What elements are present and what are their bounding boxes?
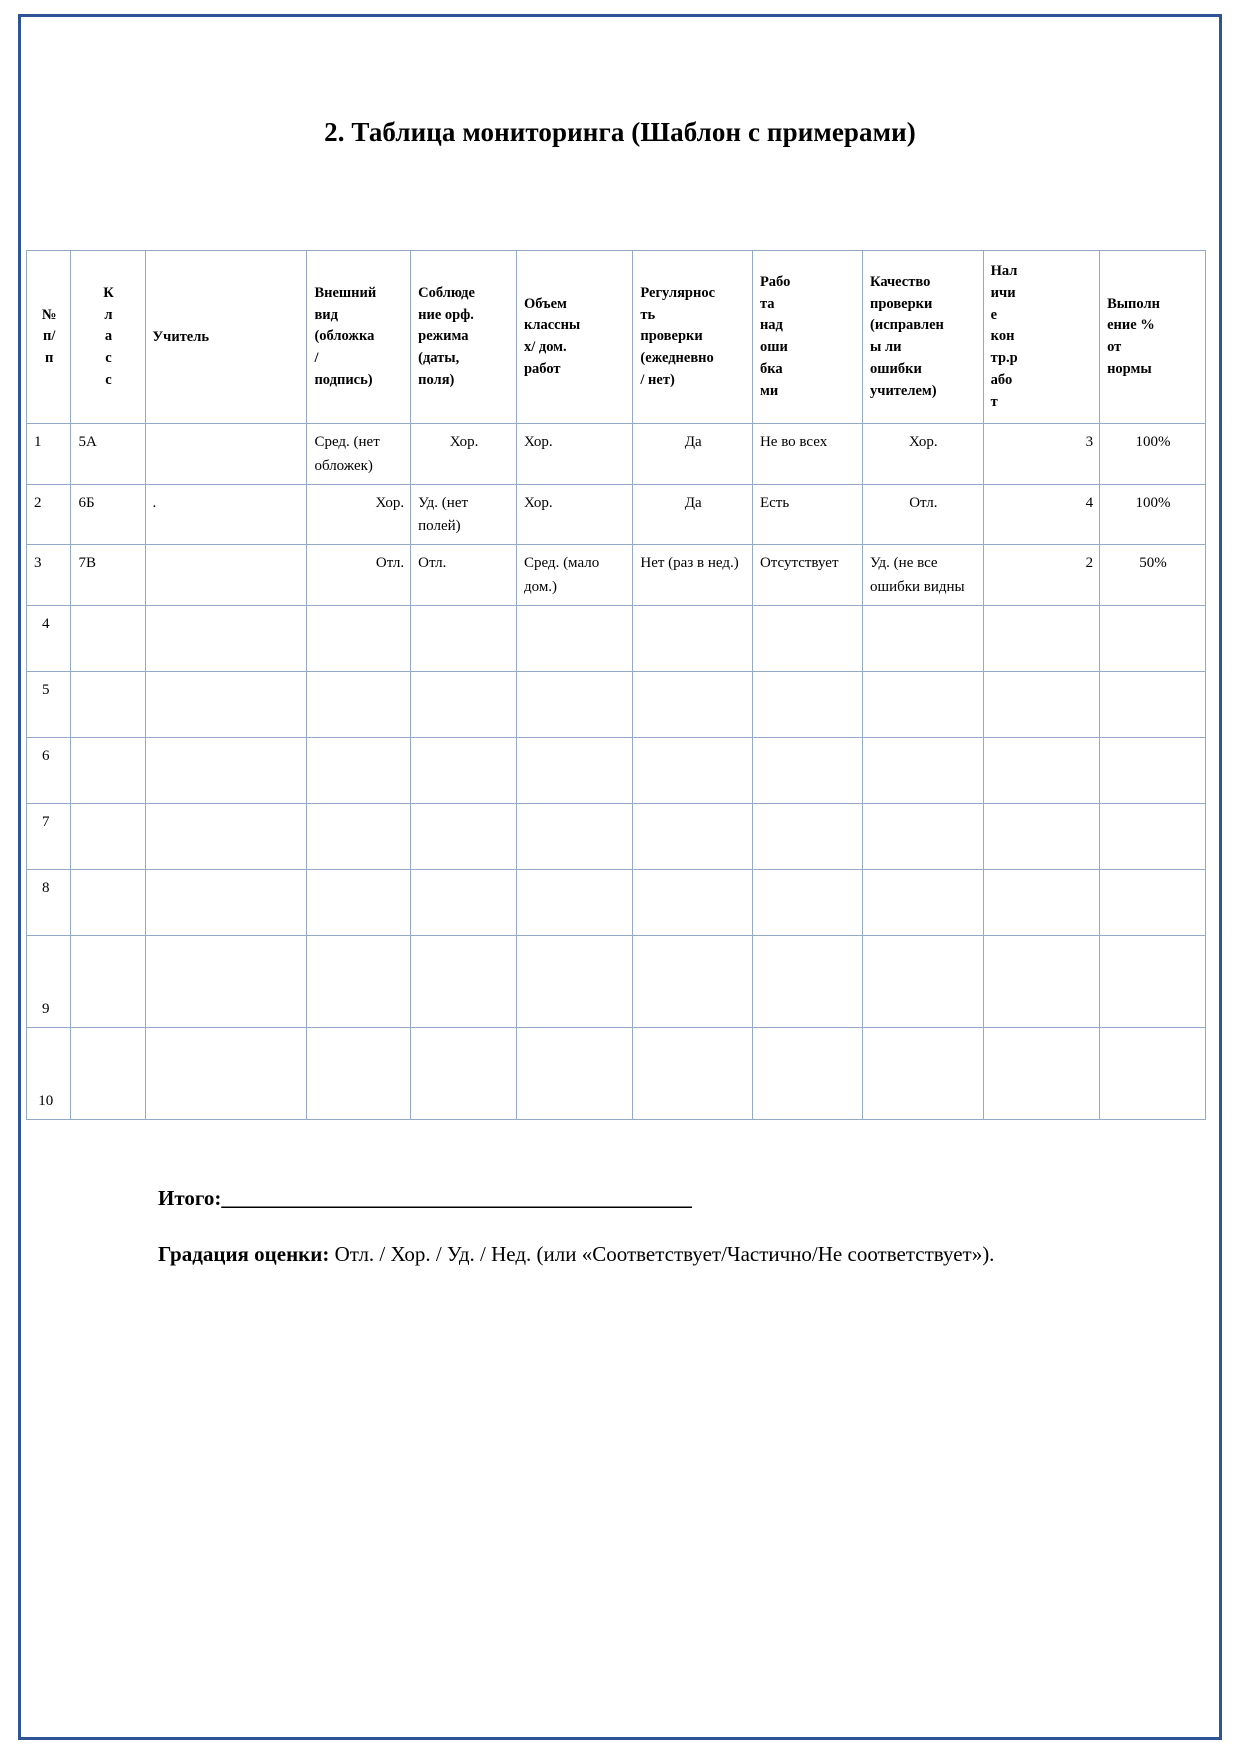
column-header-regularity xyxy=(633,251,753,424)
cell-class[interactable]: 5А xyxy=(71,424,145,485)
header-line: с xyxy=(105,350,112,366)
header-line: кон xyxy=(990,328,1015,345)
header-line: тр.р xyxy=(990,350,1018,366)
table-row xyxy=(27,1027,1206,1119)
cell-quality[interactable]: Хор. xyxy=(863,424,984,485)
cell-volume[interactable] xyxy=(516,671,632,737)
table-row xyxy=(27,545,1206,606)
cell-class[interactable] xyxy=(71,935,145,1027)
column-header-control-works xyxy=(983,251,1099,424)
header-line: подпись) xyxy=(314,371,373,388)
cell-control-works[interactable] xyxy=(983,671,1099,737)
cell-percent[interactable] xyxy=(1100,671,1206,737)
header-line: ы ли xyxy=(870,339,902,356)
cell-error-work[interactable]: Есть xyxy=(752,484,862,545)
header-line: учителем) xyxy=(870,382,937,399)
cell-quality[interactable] xyxy=(863,803,984,869)
column-header-quality xyxy=(863,251,984,424)
cell-number: 7 xyxy=(27,803,71,869)
header-line: п/ xyxy=(43,328,56,345)
cell-appearance[interactable] xyxy=(307,605,411,671)
table-row xyxy=(27,424,1206,485)
cell-error-work[interactable]: Отсутствует xyxy=(752,545,862,606)
header-line: т xyxy=(990,393,998,410)
cell-class[interactable] xyxy=(71,605,145,671)
cell-ortho[interactable] xyxy=(411,671,517,737)
cell-regularity[interactable]: Да xyxy=(633,484,753,545)
total-line xyxy=(158,1186,1214,1211)
cell-quality[interactable] xyxy=(863,935,984,1027)
cell-error-work[interactable] xyxy=(752,935,862,1027)
header-line: Соблюде xyxy=(418,284,475,301)
column-header-error-work xyxy=(752,251,862,424)
cell-ortho[interactable]: Хор. xyxy=(411,424,517,485)
cell-ortho[interactable] xyxy=(411,803,517,869)
table-row xyxy=(27,671,1206,737)
cell-class[interactable] xyxy=(71,737,145,803)
header-line: (ежедневно xyxy=(640,350,714,366)
cell-error-work[interactable] xyxy=(752,737,862,803)
cell-number: 5 xyxy=(27,671,71,737)
header-line: нормы xyxy=(1107,360,1152,377)
cell-control-works[interactable] xyxy=(983,605,1099,671)
cell-control-works[interactable] xyxy=(983,803,1099,869)
cell-appearance[interactable]: Сред. (нет обложек) xyxy=(307,424,411,485)
cell-appearance[interactable]: Отл. xyxy=(307,545,411,606)
header-line: е xyxy=(990,306,998,323)
cell-percent[interactable] xyxy=(1100,935,1206,1027)
column-header-class xyxy=(71,251,145,424)
cell-teacher[interactable] xyxy=(145,803,307,869)
cell-number: 2 xyxy=(27,484,71,545)
cell-teacher[interactable] xyxy=(145,545,307,606)
column-header-teacher: Учитель xyxy=(145,251,307,424)
cell-volume[interactable] xyxy=(516,605,632,671)
cell-teacher[interactable]: . xyxy=(145,484,307,545)
header-line: от xyxy=(1107,339,1122,356)
cell-appearance[interactable] xyxy=(307,737,411,803)
cell-volume[interactable]: Хор. xyxy=(516,484,632,545)
table-header xyxy=(27,251,1206,424)
cell-control-works[interactable] xyxy=(983,737,1099,803)
cell-quality[interactable] xyxy=(863,671,984,737)
cell-quality[interactable] xyxy=(863,869,984,935)
table-row xyxy=(27,605,1206,671)
cell-regularity[interactable] xyxy=(633,737,753,803)
cell-ortho[interactable] xyxy=(411,737,517,803)
header-line: классны xyxy=(523,317,581,334)
table-body xyxy=(27,424,1206,1120)
header-line: Качество xyxy=(870,273,931,290)
header-line: поля) xyxy=(418,371,455,388)
cell-regularity[interactable] xyxy=(633,1027,753,1119)
cell-percent[interactable] xyxy=(1100,1027,1206,1119)
cell-quality[interactable] xyxy=(863,1027,984,1119)
header-line: ичи xyxy=(990,284,1016,301)
column-header-appearance xyxy=(307,251,411,424)
header-line: л xyxy=(104,306,113,323)
cell-class[interactable] xyxy=(71,671,145,737)
column-header-percent xyxy=(1100,251,1206,424)
table-row xyxy=(27,737,1206,803)
cell-number: 3 xyxy=(27,545,71,606)
header-line: Внешний xyxy=(314,284,377,301)
gradation-label: Градация оценки: xyxy=(158,1241,330,1266)
cell-ortho[interactable]: Отл. xyxy=(411,545,517,606)
table-row xyxy=(27,869,1206,935)
header-line: ошибки xyxy=(870,360,922,377)
cell-number: 4 xyxy=(27,605,71,671)
cell-percent[interactable]: 100% xyxy=(1100,424,1206,485)
cell-error-work[interactable]: Не во всех xyxy=(752,424,862,485)
cell-number: 10 xyxy=(27,1027,71,1119)
cell-teacher[interactable] xyxy=(145,424,307,485)
cell-control-works[interactable]: 3 xyxy=(983,424,1099,485)
cell-volume[interactable]: Хор. xyxy=(516,424,632,485)
cell-control-works[interactable]: 4 xyxy=(983,484,1099,545)
cell-teacher[interactable] xyxy=(145,737,307,803)
table-row xyxy=(27,484,1206,545)
cell-volume[interactable] xyxy=(516,869,632,935)
header-line: ть xyxy=(640,306,656,323)
header-line: работ xyxy=(523,360,561,377)
cell-volume[interactable] xyxy=(516,737,632,803)
header-line: Объем xyxy=(523,295,567,312)
gradation-note xyxy=(158,1239,1058,1271)
cell-ortho[interactable] xyxy=(411,935,517,1027)
monitoring-table xyxy=(26,250,1206,1120)
document-footer xyxy=(26,1186,1214,1271)
cell-teacher[interactable] xyxy=(145,1027,307,1119)
cell-appearance[interactable] xyxy=(307,1027,411,1119)
header-line: ение % xyxy=(1107,317,1155,334)
total-blank-line[interactable]: _______________________________________________ xyxy=(221,1185,692,1210)
cell-teacher[interactable] xyxy=(145,869,307,935)
cell-appearance[interactable] xyxy=(307,935,411,1027)
cell-regularity[interactable] xyxy=(633,935,753,1027)
cell-percent[interactable] xyxy=(1100,803,1206,869)
cell-percent[interactable] xyxy=(1100,737,1206,803)
cell-appearance[interactable]: Хор. xyxy=(307,484,411,545)
cell-error-work[interactable] xyxy=(752,671,862,737)
header-line: або xyxy=(990,371,1013,388)
cell-teacher[interactable] xyxy=(145,605,307,671)
cell-control-works[interactable] xyxy=(983,1027,1099,1119)
cell-ortho[interactable] xyxy=(411,605,517,671)
total-label: Итого: xyxy=(158,1185,222,1210)
cell-number: 1 xyxy=(27,424,71,485)
header-line: режима xyxy=(418,328,469,345)
table-row xyxy=(27,935,1206,1027)
cell-class[interactable] xyxy=(71,869,145,935)
header-line: Выполн xyxy=(1107,295,1160,312)
cell-ortho[interactable]: Уд. (нет полей) xyxy=(411,484,517,545)
header-line: над xyxy=(759,317,783,334)
header-line: ми xyxy=(759,382,779,399)
cell-regularity[interactable]: Нет (раз в нед.) xyxy=(633,545,753,606)
cell-percent[interactable] xyxy=(1100,605,1206,671)
header-line: Нал xyxy=(990,263,1018,279)
header-line: п xyxy=(45,350,54,366)
cell-class[interactable] xyxy=(71,803,145,869)
cell-ortho[interactable] xyxy=(411,1027,517,1119)
header-line: / нет) xyxy=(640,371,675,388)
cell-teacher[interactable] xyxy=(145,671,307,737)
cell-regularity[interactable] xyxy=(633,803,753,869)
header-line: с xyxy=(105,371,112,388)
cell-regularity[interactable] xyxy=(633,671,753,737)
cell-volume[interactable]: Сред. (мало дом.) xyxy=(516,545,632,606)
header-line: оши xyxy=(759,339,788,356)
cell-control-works[interactable] xyxy=(983,935,1099,1027)
cell-control-works[interactable]: 2 xyxy=(983,545,1099,606)
column-header-ortho xyxy=(411,251,517,424)
cell-error-work[interactable] xyxy=(752,803,862,869)
header-line: проверки xyxy=(870,295,933,312)
cell-error-work[interactable] xyxy=(752,1027,862,1119)
cell-class[interactable] xyxy=(71,1027,145,1119)
cell-appearance[interactable] xyxy=(307,803,411,869)
page-title: 2. Таблица мониторинга (Шаблон с примерами) xyxy=(324,117,916,147)
cell-percent[interactable]: 100% xyxy=(1100,484,1206,545)
cell-quality[interactable]: Уд. (не все ошибки видны xyxy=(863,545,984,606)
cell-quality[interactable] xyxy=(863,737,984,803)
column-header-volume xyxy=(516,251,632,424)
cell-class[interactable]: 7В xyxy=(71,545,145,606)
cell-number: 9 xyxy=(27,935,71,1027)
header-line: К xyxy=(103,284,114,301)
cell-class[interactable]: 6Б xyxy=(71,484,145,545)
header-line: / xyxy=(314,350,319,366)
header-line: Регулярнос xyxy=(640,284,716,301)
cell-regularity[interactable] xyxy=(633,869,753,935)
header-row xyxy=(27,251,1206,424)
cell-control-works[interactable] xyxy=(983,869,1099,935)
cell-quality[interactable] xyxy=(863,605,984,671)
cell-error-work[interactable] xyxy=(752,869,862,935)
header-line: (исправлен xyxy=(870,317,944,334)
header-line: проверки xyxy=(640,328,703,345)
cell-percent[interactable]: 50% xyxy=(1100,545,1206,606)
header-line: ние орф. xyxy=(418,306,474,323)
page-content xyxy=(26,22,1214,1270)
cell-appearance[interactable] xyxy=(307,869,411,935)
cell-volume[interactable] xyxy=(516,1027,632,1119)
cell-regularity[interactable]: Да xyxy=(633,424,753,485)
cell-ortho[interactable] xyxy=(411,869,517,935)
cell-percent[interactable] xyxy=(1100,869,1206,935)
header-line: (даты, xyxy=(418,350,460,366)
header-line: Рабо xyxy=(759,273,791,290)
cell-volume[interactable] xyxy=(516,803,632,869)
header-line: та xyxy=(759,295,775,312)
cell-teacher[interactable] xyxy=(145,935,307,1027)
header-line: вид xyxy=(314,306,338,323)
header-line: бка xyxy=(759,360,783,377)
cell-quality[interactable]: Отл. xyxy=(863,484,984,545)
header-line: (обложка xyxy=(314,328,375,345)
cell-volume[interactable] xyxy=(516,935,632,1027)
cell-appearance[interactable] xyxy=(307,671,411,737)
gradation-text: Отл. / Хор. / Уд. / Нед. (или «Соответствует/Частично/Не соответствует»). xyxy=(329,1241,995,1266)
header-line: х/ дом. xyxy=(523,339,567,356)
cell-number: 6 xyxy=(27,737,71,803)
cell-number: 8 xyxy=(27,869,71,935)
column-header-number xyxy=(27,251,71,424)
cell-error-work[interactable] xyxy=(752,605,862,671)
cell-regularity[interactable] xyxy=(633,605,753,671)
header-line: № xyxy=(41,306,57,323)
table-row xyxy=(27,803,1206,869)
header-line: а xyxy=(104,328,113,345)
